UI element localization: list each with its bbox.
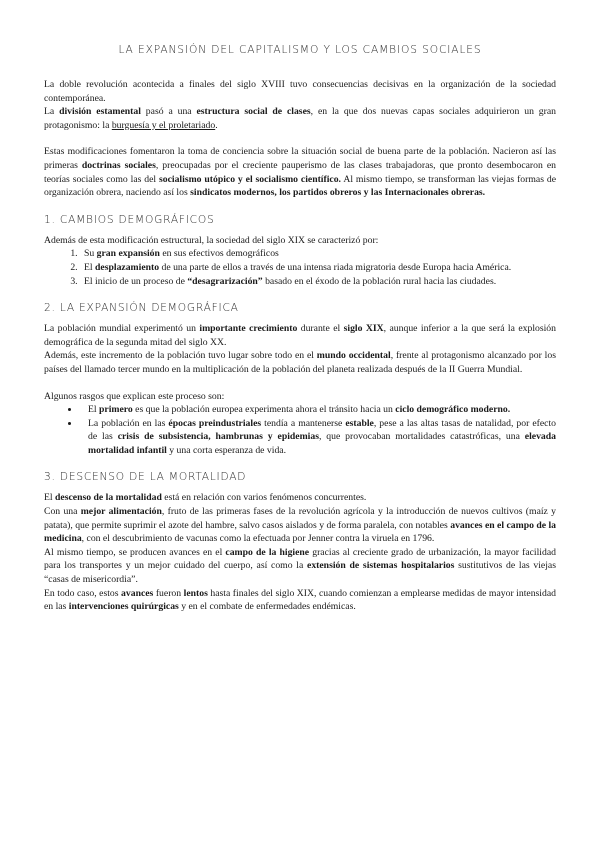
section3-paragraph-2: Con una mejor alimentación, fruto de las primeras fases de la revolución agrícola y la introducción de nuevos cultivos (maíz y patata), que permite suprimir el azote del hambre, salvo casos aislados y de forma paralela, con notables avances en el campo de la medicina, con el descubrimiento de vacunas como la efectuada por Jenner contra la viruela en 1796. <box>44 506 556 545</box>
list-item: 1. Su gran expansión en sus efectivos demográficos <box>80 247 556 261</box>
bold-term: división estamental <box>59 106 141 118</box>
bold-term: sindicatos modernos, los partidos obreros y las Internacionales obreras. <box>190 187 486 199</box>
underlined-term: burguesía y el proletariado <box>111 119 216 131</box>
document-title: LA EXPANSIÓN DEL CAPITALISMO Y LOS CAMBIOS SOCIALES <box>118 44 482 56</box>
section2-paragraph-2: Además, este incremento de la población tuvo lugar sobre todo en el mundo occidental, frente al protagonismo alcanzado por los países del llamado tercer mundo en la multiplicación de la población del planeta realizada después de la II Guerra Mundial. <box>44 350 556 375</box>
section1-lead: Además de esta modificación estructural, la sociedad del siglo XIX se caracterizó por: <box>44 234 379 246</box>
section3-paragraph-1: El descenso de la mortalidad está en relación con varios fenómenos concurrentes. <box>44 492 367 504</box>
bold-term: socialismo utópico y el socialismo científico. <box>158 173 341 185</box>
section-heading-2: 2. LA EXPANSIÓN DEMOGRÁFICA <box>44 302 239 315</box>
section-heading-1: 1. CAMBIOS DEMOGRÁFICOS <box>44 213 215 226</box>
intro-paragraph-2: La división estamental pasó a una estructura social de clases, en la que dos nuevas capas sociales adquirieron un gran protagonismo: la burguesía y el proletariado. <box>44 106 557 131</box>
section2-lead: Algunos rasgos que explican este proceso son: <box>44 390 225 402</box>
section2-paragraph-1: La población mundial experimentó un importante crecimiento durante el siglo XIX, aunque inferior a la que será la explosión demográfica de la segunda mitad del siglo XX. <box>44 323 556 348</box>
bullet-list <box>44 403 556 457</box>
list-item: 2. El desplazamiento de una parte de ellos a través de una intensa riada migratoria desde Europa hacia América. <box>80 261 556 275</box>
list-item: • La población en las épocas preindustriales tendía a mantenerse estable, pese a las altas tasas de natalidad, por efecto de las crisis de subsistencia, hambrunas y epidemias, que provocaban mortalidades catastróficas, una elevada mortalidad infantil y una corta esperanza de vida. <box>80 417 556 458</box>
list-item: • El primero es que la población europea experimenta ahora el tránsito hacia un ciclo demográfico moderno. <box>80 403 556 417</box>
list-item: 3. El inicio de un proceso de “desagrarización” basado en el éxodo de la población rural hacia las ciudades. <box>80 275 556 289</box>
section-heading-3: 3. DESCENSO DE LA MORTALIDAD <box>44 471 247 484</box>
bold-term: doctrinas sociales <box>81 159 156 171</box>
bold-term: estructura social de clases <box>196 106 311 118</box>
intro-paragraph-3: Estas modificaciones fomentaron la toma de conciencia sobre la situación social de buena parte de la población. Nacieron así las primeras doctrinas sociales, preocupadas por el creciente pauperismo de las clases trabajadoras, que pronto desembocaron en teorías sociales como las del socialismo utópico y el socialismo científico. Al mismo tiempo, se transforman las viejas formas de organización obrera, naciendo así los sindicatos modernos, los partidos obreros y las Internacionales obreras. <box>44 146 556 199</box>
section3-paragraph-3: Al mismo tiempo, se producen avances en el campo de la higiene gracias al creciente grado de urbanización, la mayor facilidad para los transportes y un mejor cuidado del cuerpo, así como la extensión de sistemas hospitalarios sustitutivos de las viejas “casas de misericordia”. <box>44 546 556 586</box>
intro-paragraph-1: La doble revolución acontecida a finales del siglo XVIII tuvo consecuencias decisivas en la organización de la sociedad contemporánea. <box>44 79 556 104</box>
numbered-list <box>44 247 556 288</box>
section3-paragraph-4: En todo caso, estos avances fueron lentos hasta finales del siglo XIX, cuando comienzan a emplearse medidas de mayor intensidad en las intervenciones quirúrgicas y en el combate de enfermedades endémicas. <box>44 587 556 613</box>
